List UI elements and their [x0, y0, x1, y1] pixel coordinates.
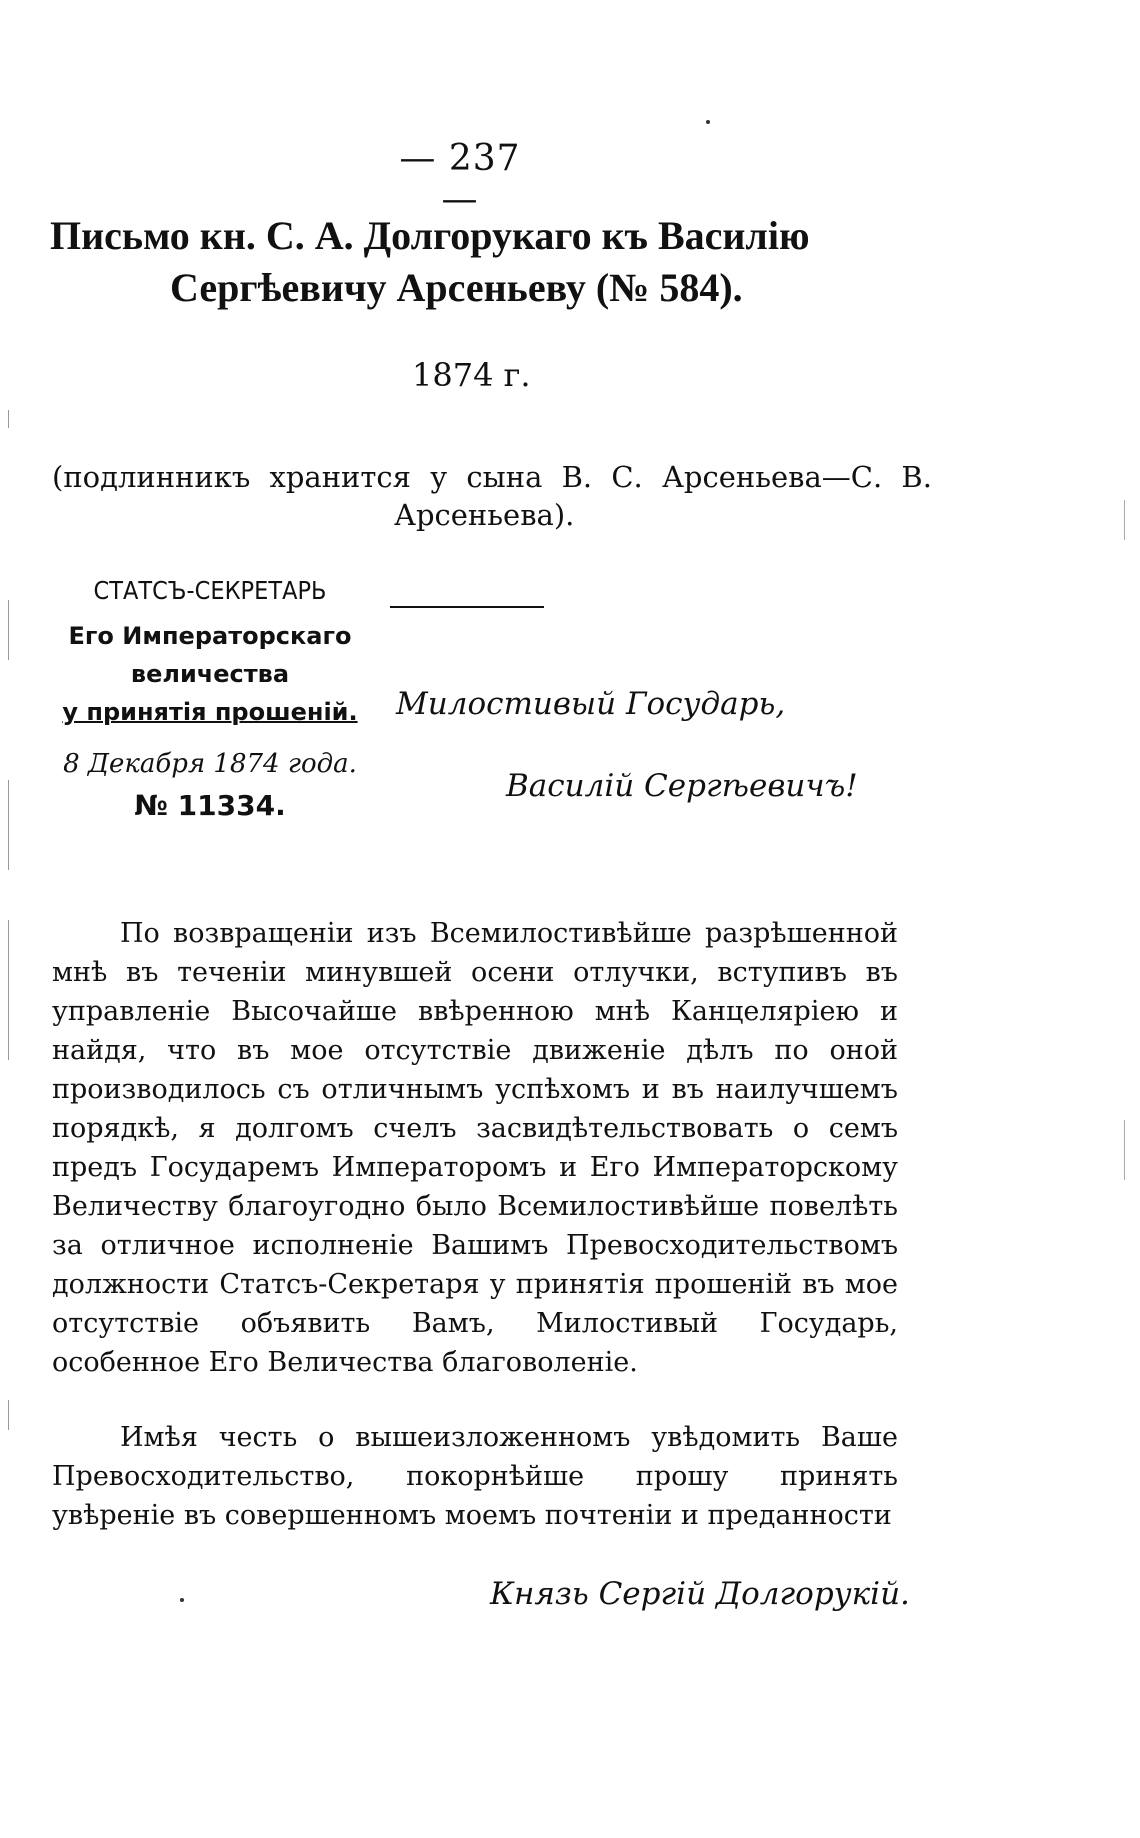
source-note-line-1: (подлинникъ хранится у сына В. С. Арсеньева—С. В. [52, 460, 932, 494]
letterhead-number: № 11334. [134, 789, 286, 822]
letter-body [52, 914, 898, 1571]
margin-mark [8, 410, 9, 428]
letterhead-date: 8 Декабря 1874 года. [63, 749, 357, 779]
letter-title [50, 210, 910, 314]
letterhead [40, 576, 380, 822]
salutation-line-1: Милостивый Государь, [396, 686, 786, 722]
body-paragraph-2: Имѣя честь о вышеизложенномъ увѣдомить Ваше Превосходительство, покорнѣйше прошу принять увѣреніе въ совершенномъ моемъ почтеніи и преданности [52, 1422, 898, 1531]
letter-year: 1874 г. [412, 356, 531, 394]
letterhead-line-1: Его Императорскаго [68, 622, 352, 650]
body-paragraph-1: По возвращеніи изъ Всемилостивѣйше разрѣшенной мнѣ въ теченіи минувшей осени отлучки, вступивъ въ управленіе Высочайше ввѣренною мнѣ Канцеляріею и найдя, что въ мое отсутствіе движеніе дѣлъ по оной производилось съ отличнымъ успѣхомъ и въ наилучшемъ порядкѣ, я долгомъ счелъ засвидѣтельствовать о семъ предъ Государемъ Императоромъ и Его Императорскому Величеству благоугодно было Всемилостивѣйше повелѣть за отличное исполненіе Вашимъ Превосходительствомъ должности Статсъ-Секретаря у принятія прошеній въ мое отсутствіе объявить Вамъ, Милостивый Государь, особенное Его Величества благоволеніе. [52, 918, 898, 1378]
signature: Князь Сергій Долгорукій. [490, 1576, 910, 1612]
print-speck [706, 120, 710, 124]
title-line-2: Сергѣевичу Арсеньеву (№ 584). [170, 265, 743, 310]
source-note-line-2: Арсеньева). [394, 498, 575, 532]
letterhead-line-2: величества [130, 660, 290, 688]
print-speck [180, 1598, 184, 1602]
page-number: — 237 — [399, 138, 521, 220]
margin-mark [8, 780, 9, 870]
salutation-rule [390, 606, 544, 608]
margin-mark [1124, 1120, 1125, 1180]
letterhead-line-3-wrap [40, 693, 380, 731]
source-note [52, 458, 932, 534]
margin-mark [8, 600, 9, 660]
title-line-1: Письмо кн. С. А. Долгорукаго къ Василію [50, 213, 810, 258]
letterhead-line-3: у принятія прошеній. [62, 698, 358, 726]
letterhead-office: СТАТСЪ-СЕКРЕТАРЬ [93, 576, 327, 605]
margin-mark [1124, 500, 1125, 540]
margin-mark [8, 1400, 9, 1430]
salutation-line-2: Василій Сергѣевичъ! [506, 768, 858, 804]
margin-mark [8, 920, 9, 1060]
